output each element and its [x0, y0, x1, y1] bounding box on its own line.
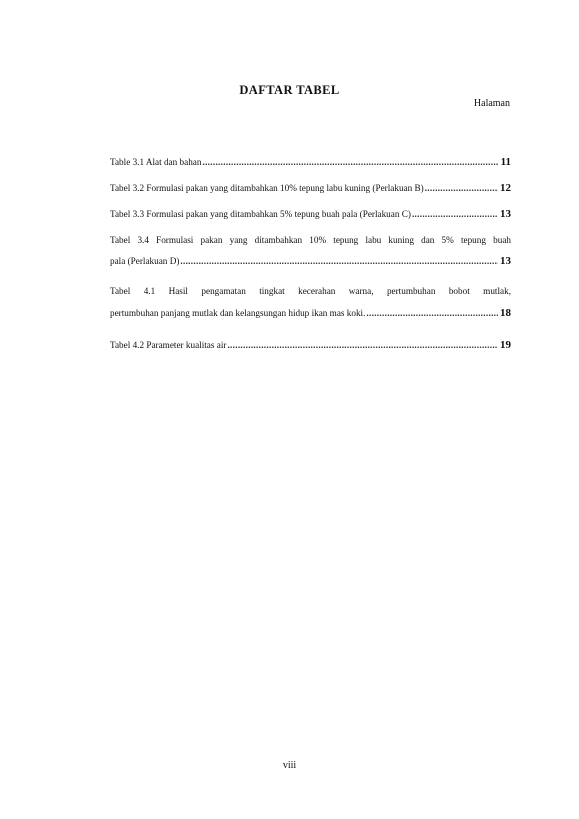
toc-leader-dots [425, 183, 498, 193]
toc-entry[interactable] [110, 339, 511, 351]
page-title: DAFTAR TABEL [239, 83, 340, 97]
toc-leader-dots [202, 157, 498, 167]
toc-entry-page: 11 [500, 156, 511, 168]
toc-entry[interactable] [110, 208, 511, 220]
toc-entry-page: 13 [500, 255, 511, 267]
toc-entry[interactable] [110, 235, 511, 267]
toc-entry[interactable] [110, 286, 511, 319]
toc-entry-page: 13 [500, 208, 511, 220]
page-number: viii [282, 760, 297, 771]
toc-entry-label: Table 3.1 Alat dan bahan [110, 157, 202, 167]
toc-entry-page: 12 [500, 182, 511, 194]
toc-entry[interactable] [110, 182, 511, 194]
toc-entry-label: Tabel 4.2 Parameter kualitas air [110, 340, 227, 350]
toc-entry-label: Tabel 3.3 Formulasi pakan yang ditambahkan 5% tepung buah pala (Perlakuan C) [110, 209, 411, 219]
toc-entry-label-line2: pertumbuhan panjang mutlak dan kelangsungan hidup ikan mas koki. [110, 308, 366, 318]
toc-entry-label-line1: Tabel 3.4 Formulasi pakan yang ditambahkan 10% tepung labu kuning dan 5% tepung buah [110, 235, 511, 245]
toc-entry-label-line1: Tabel 4.1 Hasil pengamatan tingkat kecerahan warna, pertumbuhan bobot mutlak, [110, 286, 511, 296]
toc-entry-label: Tabel 3.2 Formulasi pakan yang ditambahkan 10% tepung labu kuning (Perlakuan B) [110, 183, 424, 193]
page-column-heading: Halaman [473, 98, 510, 109]
toc-leader-dots [412, 209, 498, 219]
toc-entry-page: 19 [500, 339, 511, 351]
toc-leader-dots [180, 256, 498, 266]
toc-entry-page: 18 [500, 307, 511, 319]
toc-entry[interactable] [110, 156, 511, 168]
toc-leader-dots [366, 308, 498, 318]
toc-leader-dots [227, 340, 498, 350]
toc-entry-label-line2: pala (Perlakuan D) [110, 256, 180, 266]
